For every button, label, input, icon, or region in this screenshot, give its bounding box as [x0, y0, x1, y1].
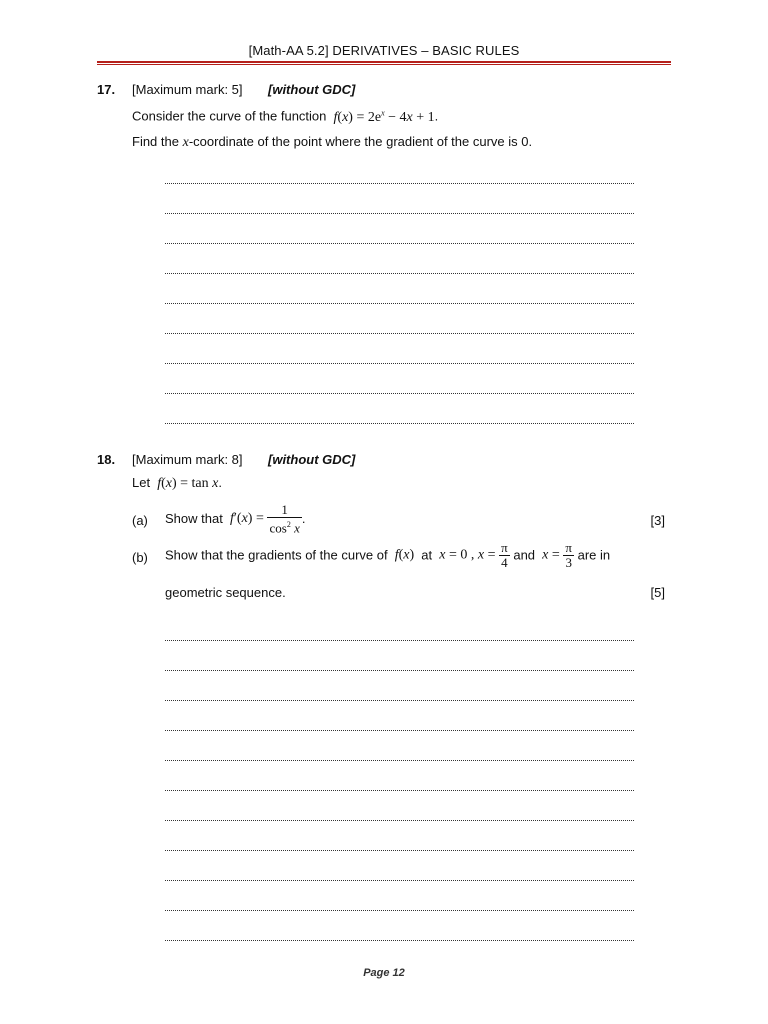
- q18-answer-line[interactable]: [165, 760, 634, 761]
- q18-gdc-note: [without GDC]: [268, 452, 356, 467]
- q17-answer-line[interactable]: [165, 363, 634, 364]
- q17-task-rest: -coordinate of the point where the gradient of the curve is 0.: [188, 134, 533, 149]
- q18b-and: and: [513, 547, 536, 563]
- q18-max-mark: [Maximum mark: 8]: [132, 452, 243, 467]
- q18a-label: (a): [132, 513, 148, 528]
- q18-answer-line[interactable]: [165, 940, 634, 941]
- q18b-marks: [5]: [650, 585, 665, 600]
- q18b-pi-over-3: $\frac{\pi}{3}$: [565, 540, 572, 570]
- q18a-fraction: $\frac{1}{\cos^2 x}$: [269, 502, 300, 536]
- q18-answer-line[interactable]: [165, 910, 634, 911]
- header-rule-thin: [97, 64, 671, 65]
- q17-answer-line[interactable]: [165, 423, 634, 424]
- q18b-at: at: [421, 547, 433, 563]
- q18-answer-line[interactable]: [165, 730, 634, 731]
- q17-answer-line[interactable]: [165, 213, 634, 214]
- q17-function-formula: $f(x) = 2e^x - 4x + 1$: [330, 108, 435, 125]
- q17-intro: Consider the curve of the function: [132, 108, 327, 124]
- q18-answer-line[interactable]: [165, 640, 634, 641]
- q18-answer-line[interactable]: [165, 790, 634, 791]
- q18-function-formula: f(x) = tan x: [153, 476, 219, 491]
- q18b-function: f(x): [391, 547, 415, 563]
- q17-number: 17.: [97, 82, 116, 97]
- q17-answer-line[interactable]: [165, 183, 634, 184]
- q18b-line2: geometric sequence.: [165, 585, 286, 600]
- q18a-text: Show that: [165, 511, 223, 527]
- q18b-end: are in: [577, 547, 611, 563]
- q18-answer-line[interactable]: [165, 700, 634, 701]
- q18b-x0: x = 0 , x =: [435, 547, 496, 563]
- q17-answer-line[interactable]: [165, 393, 634, 394]
- q18-answer-line[interactable]: [165, 820, 634, 821]
- q18b-x-eq: x =: [538, 547, 560, 563]
- header-rule: [97, 61, 671, 63]
- q18a-line: Show that f′(x) = $\frac{1}{\cos^2 x}$ .: [165, 502, 306, 536]
- page-header-title: [Math-AA 5.2] DERIVATIVES – BASIC RULES: [248, 43, 520, 58]
- q17-answer-line[interactable]: [165, 243, 634, 244]
- q17-answer-line[interactable]: [165, 273, 634, 274]
- q18-answer-line[interactable]: [165, 850, 634, 851]
- q18b-label: (b): [132, 550, 148, 565]
- q17-task-variable: x: [182, 135, 189, 150]
- q17-gdc-note: [without GDC]: [268, 82, 356, 97]
- q18-let: Let: [132, 475, 151, 490]
- q18-let-line: Let f(x) = tan x.: [132, 475, 222, 491]
- q17-task: Find the: [132, 134, 179, 149]
- q17-task-line: [132, 134, 532, 151]
- page-number: Page 12: [363, 967, 405, 979]
- q18b-pi-over-4: $\frac{\pi}{4}$: [501, 540, 508, 570]
- q18-number: 18.: [97, 452, 116, 467]
- q18b-line: [165, 541, 610, 570]
- q17-max-mark: [Maximum mark: 5]: [132, 82, 243, 97]
- q18a-marks: [3]: [650, 513, 665, 528]
- q17-answer-line[interactable]: [165, 333, 634, 334]
- q17-answer-line[interactable]: [165, 303, 634, 304]
- q18-answer-line[interactable]: [165, 880, 634, 881]
- q18b-text: Show that the gradients of the curve of: [165, 547, 388, 563]
- q18a-derivative: f′(x) =: [226, 511, 264, 527]
- q18-answer-line[interactable]: [165, 670, 634, 671]
- q17-intro-line: Consider the curve of the function $f(x) = 2e^x - 4x + 1$.: [132, 108, 439, 125]
